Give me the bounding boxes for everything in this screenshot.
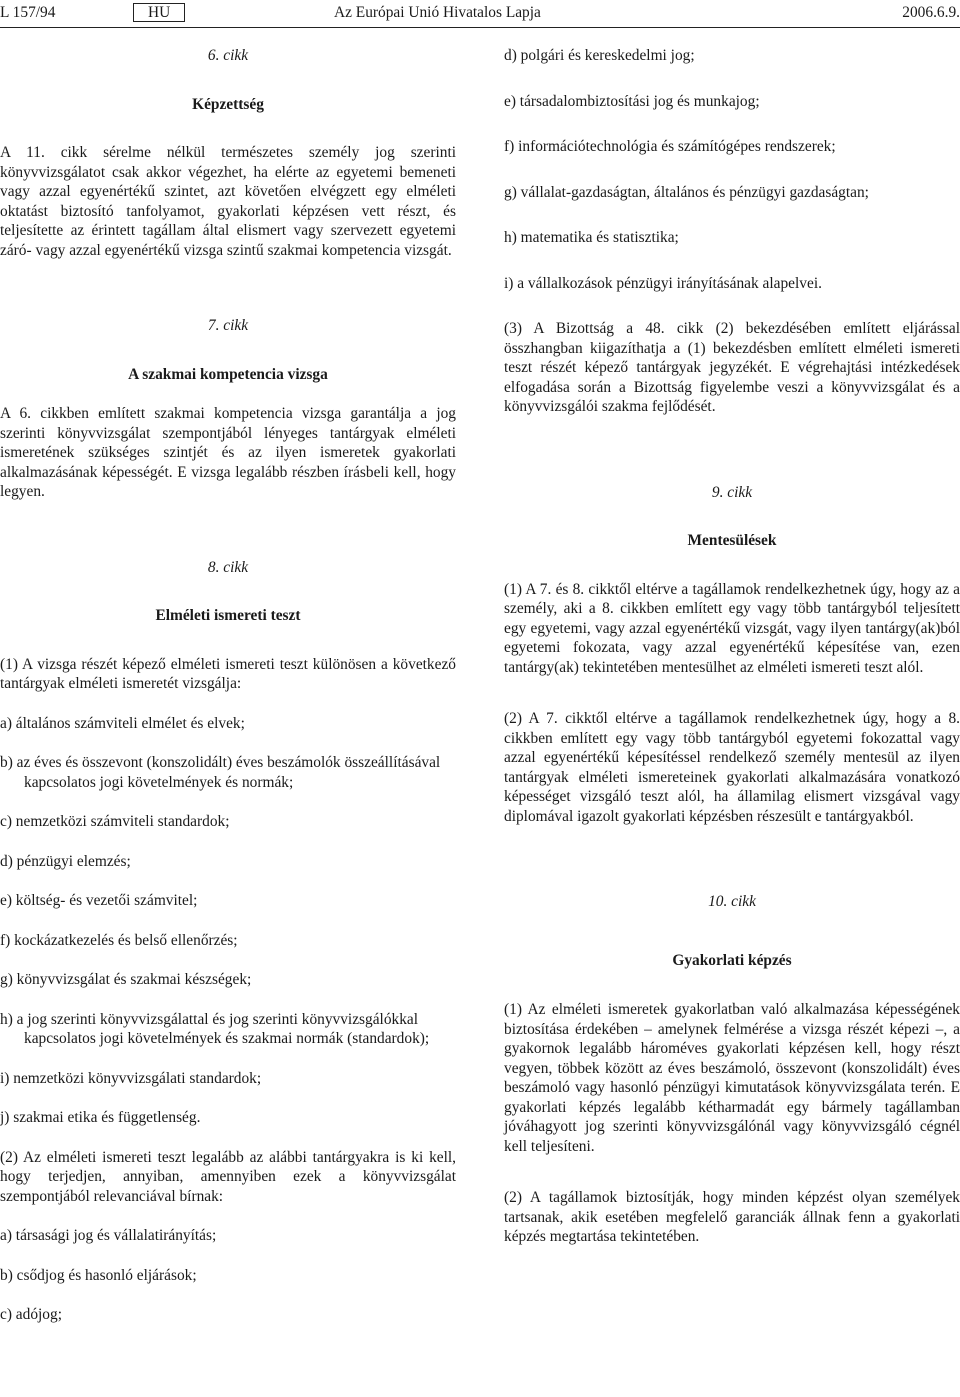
- list-item: c) adójog;: [0, 1306, 62, 1323]
- article-7-title: A szakmai kompetencia vizsga: [128, 365, 328, 383]
- list-item: c) nemzetközi számviteli standardok;: [0, 813, 230, 830]
- list-item: e) társadalombiztosítási jog és munkajog;: [504, 92, 760, 110]
- list-item: b) az éves és összevont (konszolidált) éves beszámolók összeállításával kapcsolatos jogi követelmények és normák;: [0, 754, 441, 791]
- list-item: f) információtechnológia és számítógépes rendszerek;: [504, 138, 836, 155]
- list-item: e) költség- és vezetői számvitel;: [0, 892, 198, 909]
- left-column: [0, 46, 456, 1325]
- article-9-title: Mentesülések: [687, 532, 777, 549]
- article-8-number: 8. cikk: [207, 558, 249, 576]
- right-column: [504, 46, 960, 1247]
- article-9-number: 9. cikk: [711, 483, 753, 501]
- article-8-paragraph-1: (1) A vizsga részét képező elméleti ismereti teszt különösen a következő tantárgyak elméleti ismeretét vizsgálja:: [0, 655, 456, 692]
- list-item: d) pénzügyi elemzés;: [0, 852, 131, 870]
- list-item: g) vállalat-gazdaságtan, általános és pénzügyi gazdaságtan;: [504, 183, 869, 201]
- list-item: i) a vállalkozások pénzügyi irányításának alapelvei.: [504, 274, 822, 292]
- journal-title: Az Európai Unió Hivatalos Lapja: [334, 4, 541, 21]
- article-10-number: 10. cikk: [708, 893, 756, 910]
- list-item: d) polgári és kereskedelmi jog;: [504, 47, 695, 64]
- article-8-paragraph-2: (2) Az elméleti ismereti teszt legalább az alábbi tantárgyakra is ki kell, hogy terjedjen, annyiban, amennyiben ezek a könyvvizsgálat szempontjából relevanciával bírnak:: [0, 1148, 456, 1205]
- article-8-paragraph-3: (3) A Bizottság a 48. cikk (2) bekezdésében említett eljárással összhangban kiigazíthatja a (1) bekezdésben említett elméleti ismereti teszt részét képező tantárgyak jegyzékét. E végrehajtási intézkedések elfogadása során a Bizottság figyelembe veszi a könyvvizsgálat és a könyvvizsgálói szakma fejlődését.: [504, 320, 960, 415]
- page-reference: L 157/94: [0, 4, 56, 21]
- article-9-paragraph-2: (2) A 7. cikktől eltérve a tagállamok rendelkezhetnek úgy, hogy a 8. cikkben említett egy vagy több tantárgyból egyetemi fokozattal vagy azzal egyenértékű képesítéssel rendelkező személy mentesül az ilyen tantárgyak elméleti ismereteinek gyakorlati alkalmazására vonatkozó képességet vizsgáló teszt alól, ha államilag elismert vizsgával vagy diplomával igazolt gyakorlati képzésben részesült e tantárgyakból.: [504, 710, 960, 825]
- article-8-title: Elméleti ismereti teszt: [155, 607, 301, 624]
- list-item: g) könyvvizsgálat és szakmai készségek;: [0, 971, 252, 988]
- article-10-paragraph-2: (2) A tagállamok biztosítják, hogy minden képzést olyan személyek tartsanak, akik esetében megfelelő garanciák állnak fenn a gyakorlati képzés megtartása tekintetében.: [504, 1189, 960, 1245]
- article-6-number: 6. cikk: [207, 47, 249, 64]
- list-item: f) kockázatkezelés és belső ellenőrzés;: [0, 931, 238, 949]
- list-item: a) általános számviteli elmélet és elvek;: [0, 714, 245, 732]
- page-header: [0, 0, 960, 28]
- list-item: b) csődjog és hasonló eljárások;: [0, 1266, 197, 1284]
- header-rule: [0, 27, 960, 28]
- article-10-paragraph-1: (1) Az elméleti ismeretek gyakorlatban való alkalmazása képességének biztosítása érdekében – amelynek felmérése a vizsga részét képezi –, a gyakornok legalább hároméves gyakorlati képzésen kell, hogy részt vegyen, többek között az éves beszámoló, összevont (konszolidált) éves beszámoló vagy hasonló pénzügyi kimutatások könyvvizsgálata terén. E gyakorlati képzés legalább kétharmadát egy bármely tagállamban jóváhagyott jog szerinti könyvvizsgálónál vagy könyvvizsgáló cégnél kell teljesíteni.: [504, 1001, 960, 1155]
- list-item: h) matematika és statisztika;: [504, 229, 679, 246]
- article-7-text: A 6. cikkben említett szakmai kompetencia vizsga garantálja a jog szerinti könyvvizsgálat szempontjából lényeges tantárgyak elméleti ismeretének szükséges szintjét és az ilyen ismeretek gyakorlati alkalmazásának képességét. E vizsga legalább részben írásbeli kell, hogy legyen.: [0, 405, 456, 500]
- article-10-title: Gyakorlati képzés: [672, 951, 792, 969]
- list-item: j) szakmai etika és függetlenség.: [0, 1109, 201, 1126]
- article-6-title: Képzettség: [192, 95, 264, 113]
- publication-date: 2006.6.9.: [902, 4, 960, 21]
- list-item: h) a jog szerinti könyvvizsgálattal és jog szerinti könyvvizsgálókkal kapcsolatos jogi követelmények és szakmai normák (standardok);: [0, 1010, 430, 1047]
- article-6-text: A 11. cikk sérelme nélkül természetes személy jog szerinti könyvvizsgálatot csak akkor végezhet, ha elérte az egyetemi bemeneti vagy azzal egyenértékű szintet, azt követően elvégzett egy elméleti oktatást biztosító tanfolyamot, gyakorlati képzésen vett részt, és teljesítette az érintett tagállam által elismert vagy szervezett egyetemi záró- vagy azzal egyenértékű vizsga szintű szakmai kompetencia vizsgát.: [0, 144, 456, 259]
- language-code: HU: [133, 3, 185, 22]
- article-9-paragraph-1: (1) A 7. és 8. cikktől eltérve a tagállamok rendelkezhetnek úgy, hogy az a személy, aki a 8. cikkben említett egy vagy több tantárgyból teljesített egy egyetemi, vagy azzal egyenértékű vizsgát, vagy ilyen tantárgy(ak)ból egyetemi fokozata, vagy azzal egyenértékű képesítése van, ezen tantárgy(ak) tekintetében mentesülhet az elméleti ismereti teszt alól.: [504, 580, 960, 676]
- article-7-number: 7. cikk: [207, 317, 249, 334]
- list-item: i) nemzetközi könyvvizsgálati standardok;: [0, 1069, 262, 1087]
- list-item: a) társasági jog és vállalatirányítás;: [0, 1227, 217, 1244]
